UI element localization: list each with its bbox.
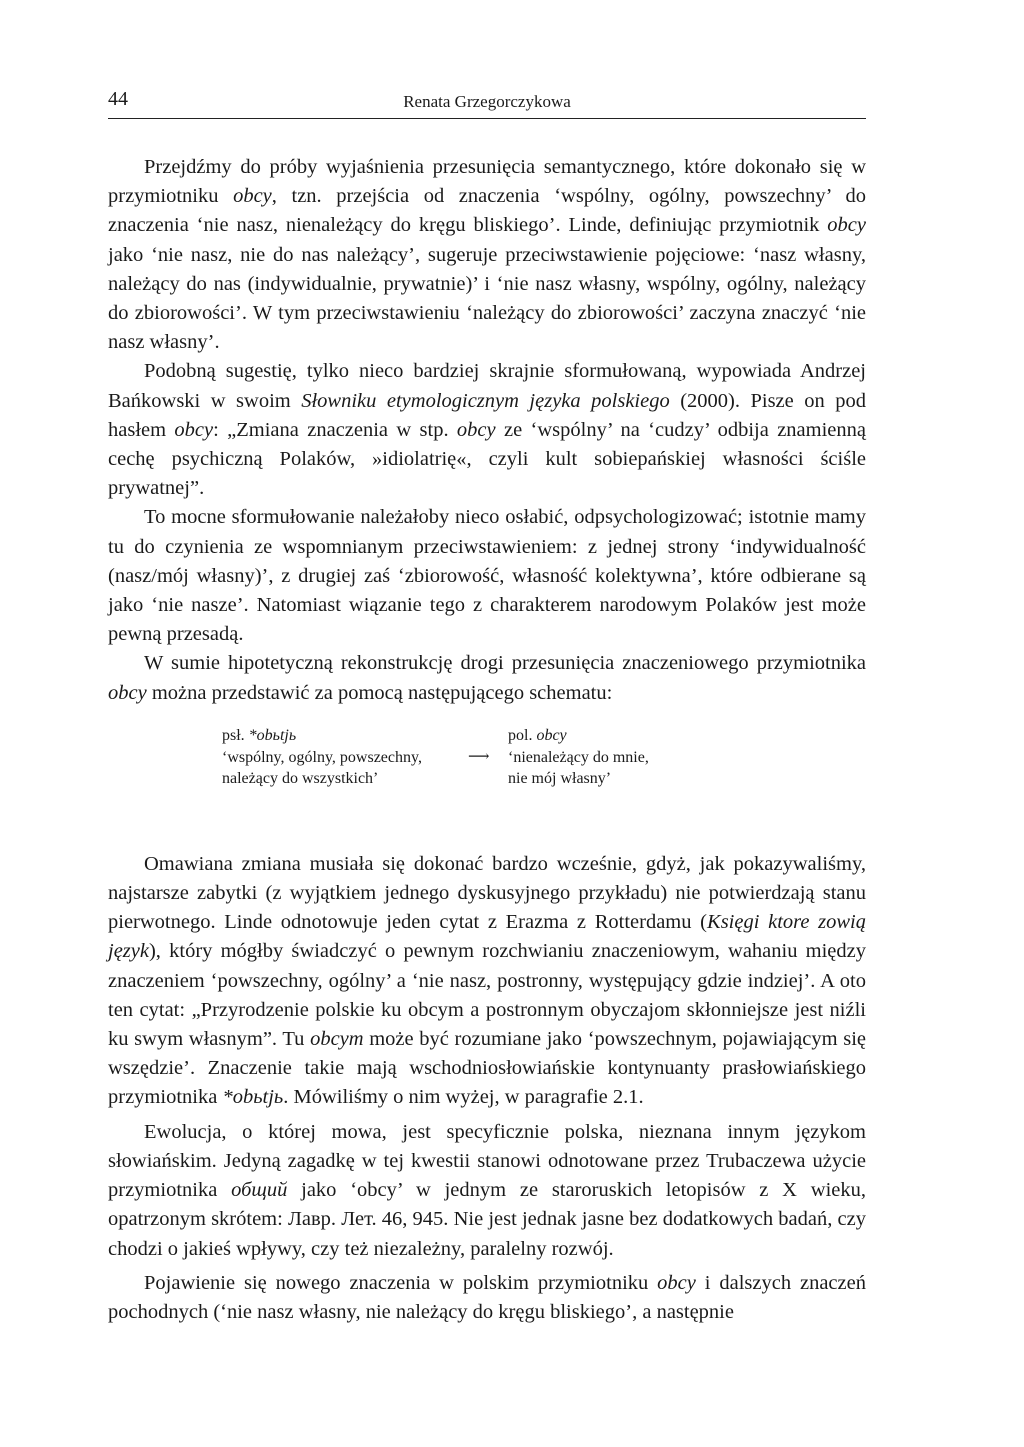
page-number: 44 [108, 88, 128, 110]
derivation-schema [108, 725, 866, 821]
paragraph-4: W sumie hipotetyczną rekonstrukcję drogi przesunięcia znaczeniowego przymiotnika obcy można przedstawić za pomocą następującego schematu: [108, 652, 866, 704]
paragraph-3: To mocne sformułowanie należałoby nieco osłabić, odpsychologizować; istotnie mamy tu do czynienia ze wspomnianym przeciwstawieniem: z jednej strony ‘indywidualność (nasz/mój własny)’, z drugiej zaś ‘zbiorowość, własność kolektywna’, które odbierane są jako ‘nie nasze’. Natomiast wiązanie tego z charakterem narodowym Polaków jest może pewną przesadą. [108, 506, 866, 646]
document-page [108, 86, 866, 1327]
page-header [108, 86, 866, 119]
document-body [108, 153, 866, 1327]
paragraph-7: Pojawienie się nowego znaczenia w polskim przymiotniku obcy i dalszych znaczeń pochodnych (‘nie nasz własny, nie należący do kręgu bliskiego’, a następnie [108, 1271, 866, 1323]
schema-source: psł. *obьtjь ‘wspólny, ogólny, powszechny, należący do wszystkich’ [222, 726, 422, 788]
schema-target: pol. obcy ‘nienależący do mnie, nie mój własny’ [508, 726, 649, 788]
paragraph-6: Ewolucja, o której mowa, jest specyficznie polska, nieznana innym językom słowiańskim. Jedyną zagadkę w tej kwestii stanowi odnotowane przez Trubaczewa użycie przymiotnika общий jako ‘obcy’ w jednym ze staroruskich letopisów z X wieku, opatrzonym skrótem: Лавр. Лет. 46, 945. Nie jest jednak jasne bez dodatkowych badań, czy chodzi o jakieś wpływy, czy też niezależny, paralelny rozwój. [108, 1120, 866, 1260]
running-head: Renata Grzegorczykowa [403, 92, 571, 111]
paragraph-5: Omawiana zmiana musiała się dokonać bardzo wcześnie, gdyż, jak pokazywaliśmy, najstarsze zabytki (z wyjątkiem jednego dyskusyjnego przykładu) nie potwierdzają stanu pierwotnego. Linde odnotowuje jeden cytat z Erazma z Rotterdamu (Księgi ktore zowią język), który mógłby świadczyć o pewnym rozchwianiu znaczeniowym, wahaniu między znaczeniem ‘powszechny, ogólny’ a ‘nie nasz, postronny, występujący gdzie indziej’. A oto ten cytat: „Przyrodzenie polskie ku obcym a postronnym obyczajom skłonniejsze jest niźli ku swym własnym”. Tu obcym może być rozumiane jako ‘powszechnym, pojawiającym się wszędzie’. Znaczenie takie mają wschodniosłowiańskie kontynuanty prasłowiańskiego przymiotnika *obьtjь. Mówiliśmy o nim wyżej, w paragrafie 2.1. [108, 852, 866, 1109]
paragraph-2: Podobną sugestię, tylko nieco bardziej skrajnie sformułowaną, wypowiada Andrzej Bańkowski w swoim Słowniku etymologicznym języka polskiego (2000). Pisze on pod hasłem obcy: „Zmiana znaczenia w stp. obcy ze ‘wspólny’ na ‘cudzy’ odbija znamienną cechę psychiczną Polaków, »idiolatrię«, czyli kult sobiepańskiej własności ściśle prywatnej”. [108, 360, 866, 500]
arrow-right-icon: ⟶ [468, 748, 490, 765]
paragraph-1: Przejdźmy do próby wyjaśnienia przesunięcia semantycznego, które dokonało się w przymiotniku obcy, tzn. przejścia od znaczenia ‘wspólny, ogólny, powszechny’ do znaczenia ‘nie nasz, nienależący do kręgu bliskiego’. Linde, definiując przymiotnik obcy jako ‘nie nasz, nie do nas należący’, sugeruje przeciwstawienie pojęciowe: ‘nasz własny, należący do nas (indywidualnie, prywatnie)’ i ‘nie nasz własny, wspólny, ogólny, należący do zbiorowości’. W tym przeciwstawieniu ‘należący do zbiorowości’ zaczyna znaczyć ‘nie nasz własny’. [108, 156, 866, 354]
